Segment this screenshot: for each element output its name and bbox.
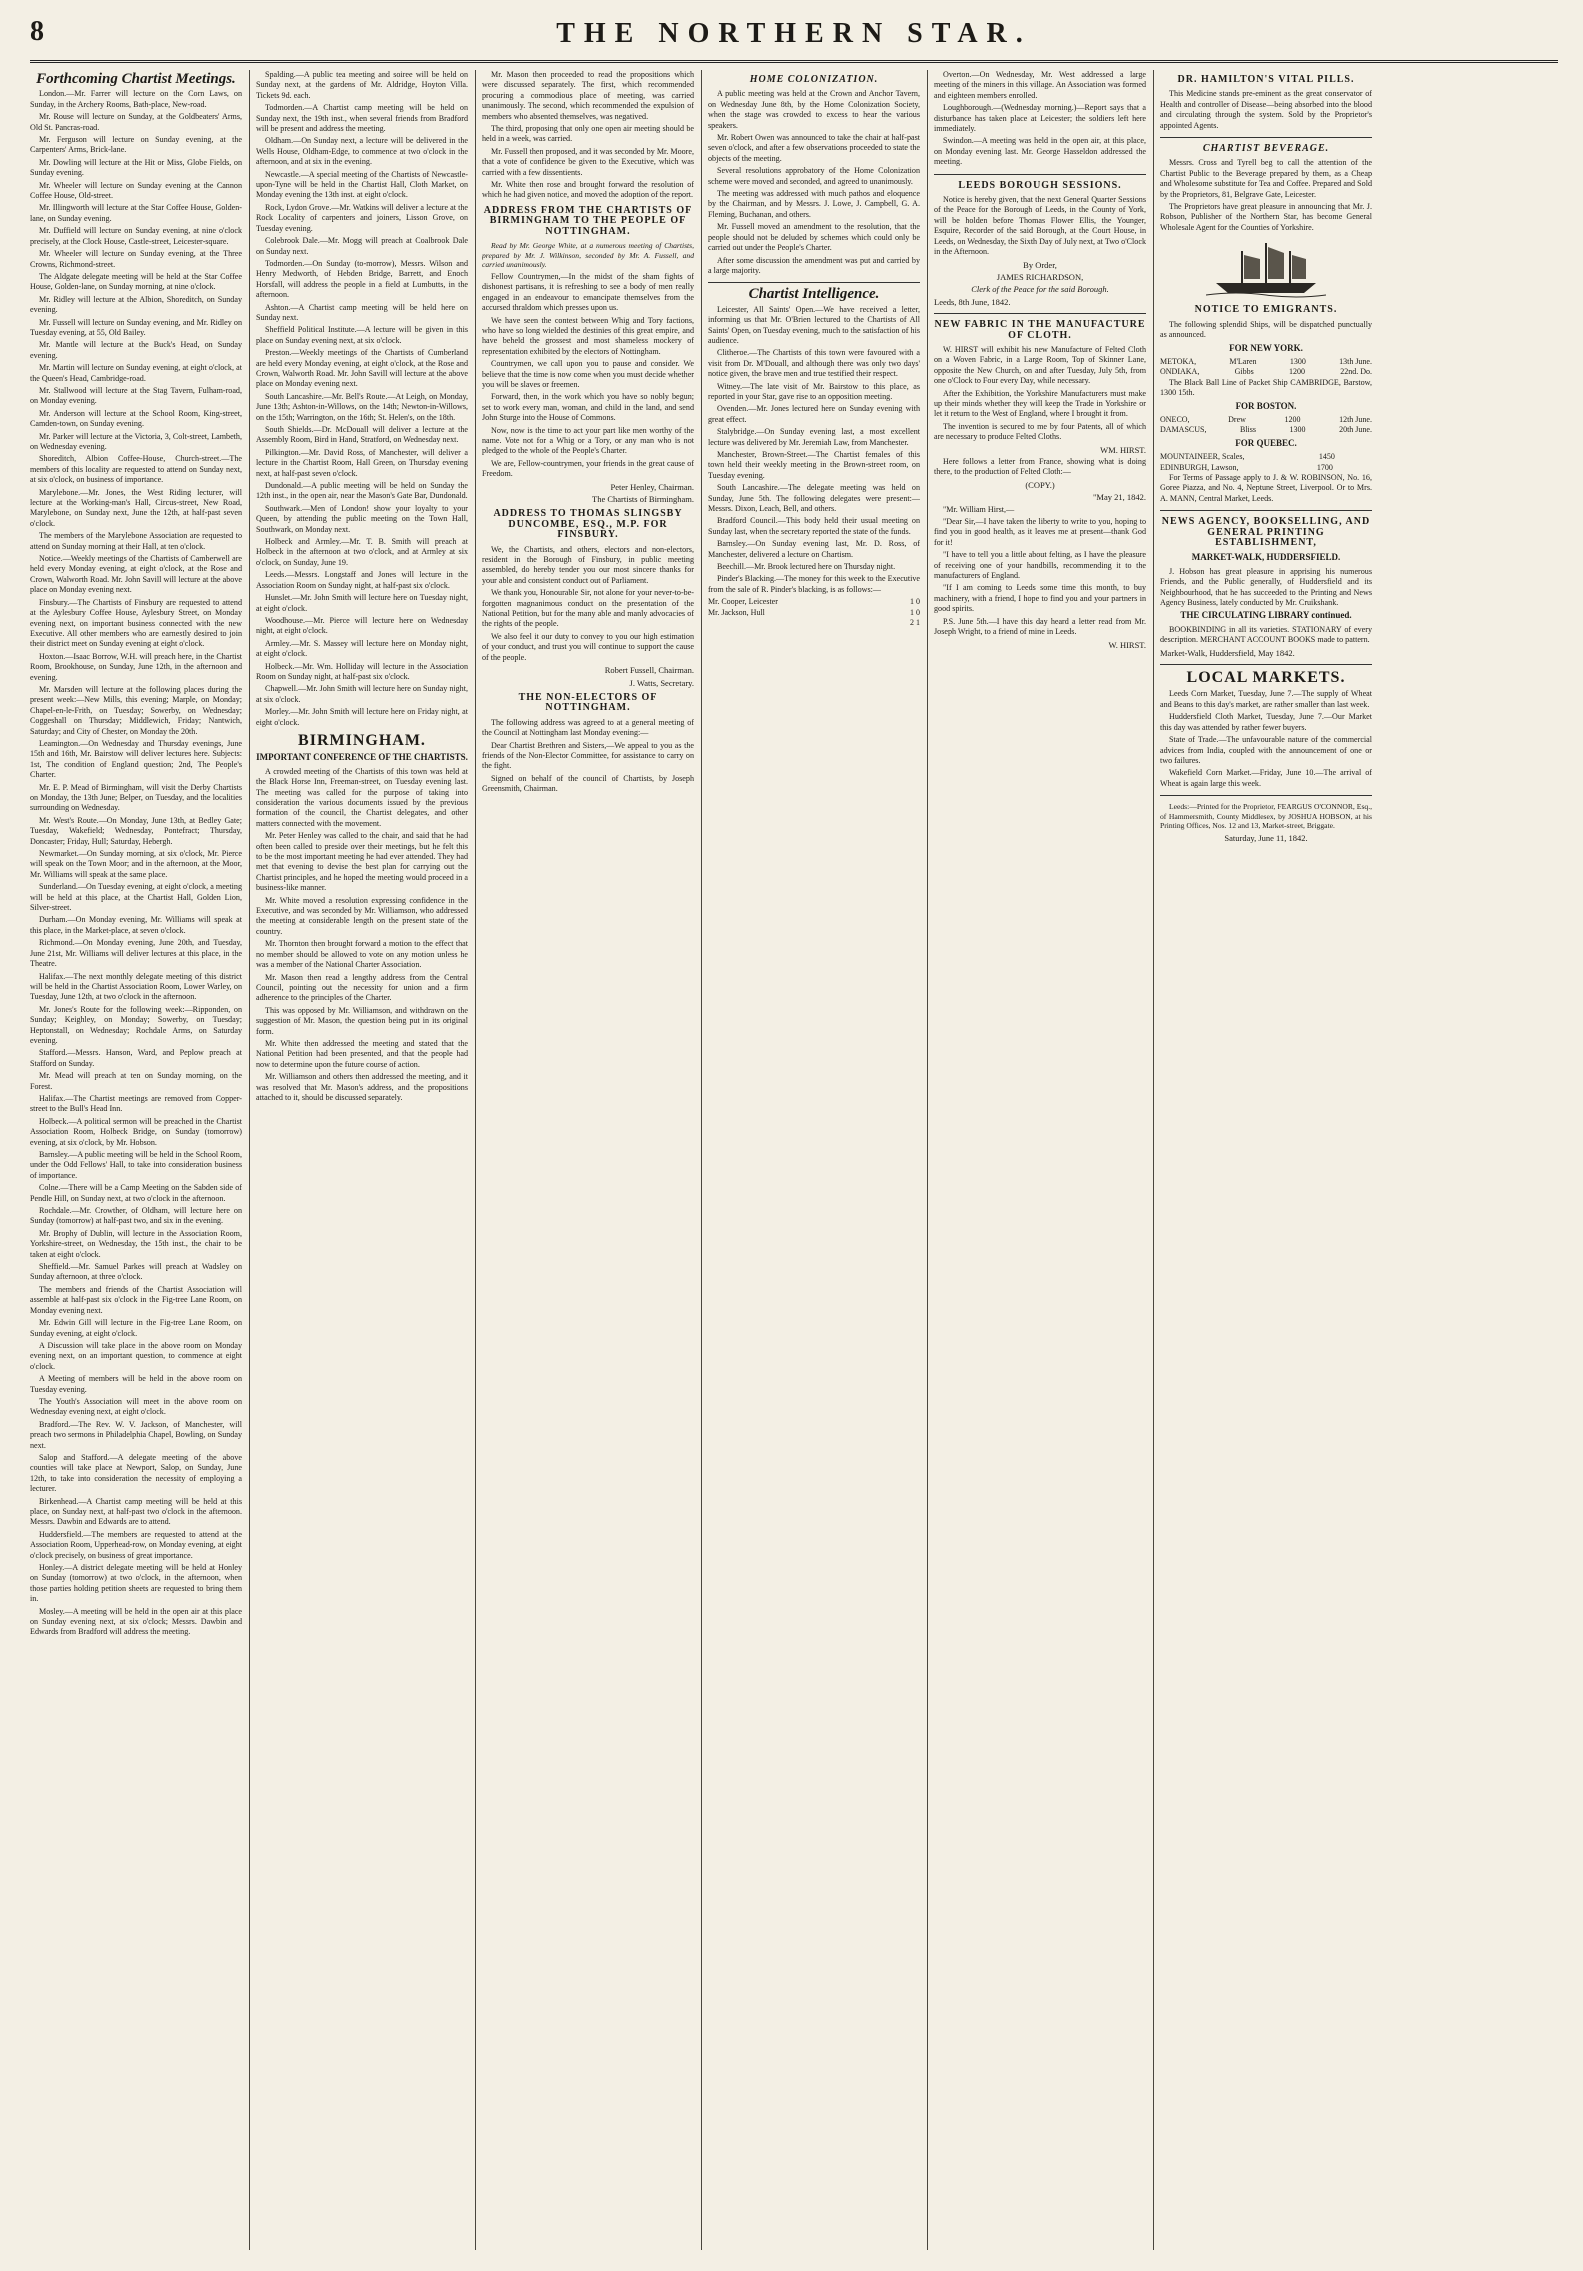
report-paragraph: A crowded meeting of the Chartists of this town was held at the Black Horse Inn, Freeman-street, on Tuesday evening last. The meeting was called for the purpose of taking into consideration the various documents issued by the previous formation of the council, the Chartist delegates, and other matters connected with the movement.	[256, 766, 468, 828]
duncombe-body	[482, 545, 694, 663]
meeting-notice: Todmorden.—On Sunday (to-morrow), Messrs. Wilson and Henry Medworth, of Hebden Bridge, Barrett, and Enoch Horsfall, will address the people in a field at Lumbutts, in the afternoon.	[256, 258, 468, 300]
meeting-notice: Mr. Mantle will lecture at the Buck's Head, on Sunday evening.	[30, 340, 242, 360]
intelligence-paragraph: South Lancashire.—The delegate meeting was held on Sunday, June 5th. The following delegates were present:—Messrs. Dixon, Leach, Bell, and others.	[708, 483, 920, 514]
intelligence-paragraph: Leicester, All Saints' Open.—We have received a letter, informing us that Mr. O'Brien lectured to the Chartists of All Saints' Open, on Tuesday evening, much to the satisfaction of his audience.	[708, 304, 920, 345]
meeting-notice: Sunderland.—On Tuesday evening, at eight o'clock, a meeting will be held at this place, at the Chartist Hall, Golden Lion, Silver-street.	[30, 882, 242, 913]
news-agency-signature: Market-Walk, Huddersfield, May 1842.	[1160, 647, 1295, 658]
pinder-paragraph: Pinder's Blacking.—The money for this week to the Executive from the sale of R. Pinder's blacking, is as follows:—	[708, 574, 920, 594]
market-report: Huddersfield Cloth Market, Tuesday, June 7.—Our Market this day was attended by rather fewer buyers.	[1160, 712, 1372, 732]
boston-heading: FOR BOSTON.	[1235, 400, 1297, 411]
report-paragraph: Mr. White then rose and brought forward the resolution of which he had given notice, and moved the adoption of the report.	[482, 180, 694, 200]
boston-ships	[1160, 415, 1372, 436]
ship-date: 12th June.	[1339, 414, 1372, 424]
ship-captain: M'Laren	[1229, 356, 1257, 366]
meeting-notice: Todmorden.—A Chartist camp meeting will be held on Sunday next, the 19th inst., when several friends from Bradford will be present and address the meeting.	[256, 103, 468, 134]
ship-name: MOUNTAINEER, Scales,	[1160, 452, 1245, 462]
report-paragraph: Mr. Mason then proceeded to read the propositions which were discussed separately. The first, which recommended procuring a commodious place of meeting, was carried unanimously. The second, which recommended the expulsion of members who absented themselves, was negatived.	[482, 70, 694, 121]
meeting-notice: Armley.—Mr. S. Massey will lecture here on Monday night, at eight o'clock.	[256, 638, 468, 659]
pinder-amount: 2 1	[910, 618, 920, 628]
meeting-notice: Mr. Illingworth will lecture at the Star Coffee House, Golden-lane, on Sunday evening.	[30, 203, 242, 223]
ship-row	[1160, 452, 1372, 462]
sessions-clerk: Clerk of the Peace for the said Borough.	[971, 284, 1109, 295]
meetings-list	[30, 89, 242, 1637]
address-paragraph: Dear Chartist Brethren and Sisters,—We appeal to you as the friends of the Non-Elector Committee, for assistance to carry on the fight.	[482, 740, 694, 771]
report-paragraph: Mr. Williamson and others then addressed the meeting, and it was resolved that Mr. Mason's address, and the propositions attached to it, should be discussed separately.	[256, 1072, 468, 1102]
fabric-body	[934, 345, 1146, 443]
ship-icon	[1206, 239, 1326, 299]
pinder-label: Mr. Cooper, Leicester	[708, 597, 778, 607]
meeting-notice: The Youth's Association will meet in the above room on Wednesday evening next, at eight o'clock.	[30, 1396, 242, 1417]
news-agency-body: J. Hobson has great pleasure in apprising his numerous Friends, and the Public generally, of Huddersfield and its Neighbourhood, that he has succeeded to the Printing and News Agency Business, lately conducted by Mr. Cruikshank.	[1160, 566, 1372, 608]
ship-captain: Bliss	[1240, 425, 1257, 435]
report-paragraph: Mr. Peter Henley was called to the chair, and said that he had often been called to preside over their meetings, but he felt this to be the most important meeting he had ever attended. They had met that evening to devise the best plan for carrying out the Chartist principles, and he hoped the meeting would proceed in a business-like manner.	[256, 831, 468, 893]
meeting-notice: Sheffield.—Mr. Samuel Parkes will preach at Wadsley on Sunday afternoon, at three o'clock.	[30, 1262, 242, 1282]
sessions-signature: JAMES RICHARDSON,	[996, 271, 1084, 282]
meeting-notice: Rochdale.—Mr. Crowther, of Oldham, will lecture here on Sunday (tomorrow) at half-past two, and six in the evening.	[30, 1206, 242, 1226]
black-ball-line: The Black Ball Line of Packet Ship CAMBRIDGE, Barstow, 1300 15th.	[1160, 377, 1372, 398]
meeting-notice: The members of the Marylebone Association are requested to attend on Sunday morning at their Hall, at ten o'clock.	[30, 531, 242, 551]
vital-pills-heading: DR. HAMILTON'S VITAL PILLS.	[1177, 74, 1355, 85]
ship-name: METOKA,	[1160, 356, 1197, 366]
meeting-notice: Leeds.—Messrs. Longstaff and Jones will lecture in the Association Room on Sunday night, at half-past six o'clock.	[256, 570, 468, 590]
column-rule	[249, 70, 250, 2250]
sailing-ship-illustration	[1206, 239, 1326, 299]
address-paragraph: We, the Chartists, and others, electors and non-electors, resident in the Borough of Finsbury, in public meeting assembled, do hereby tender you our most sincere thanks for your able and consistent conduct out of Parliament.	[482, 544, 694, 585]
column-rule	[475, 70, 476, 2250]
divider	[1160, 795, 1372, 796]
newspaper-title: THE NORTHERN STAR.	[556, 18, 1032, 49]
report-paragraph: Mr. White moved a resolution expressing confidence in the Executive, and was seconded by Mr. Williamson, who addressed the meeting at considerable length on the present state of the country.	[256, 895, 468, 936]
meeting-notice: Durham.—On Monday evening, Mr. Williams will speak at this place, in the Market-place, at seven o'clock.	[30, 915, 242, 935]
column-rule	[927, 70, 928, 2250]
report-paragraph: Loughborough.—(Wednesday morning.)—Report says that a disturbance has taken place at Leicester; the soldiers left here immediately.	[934, 103, 1146, 134]
markets-body	[1160, 689, 1372, 789]
meeting-notice: Holbeck.—Mr. Wm. Holliday will lecture in the Association Room on Sunday night, at half-past six o'clock.	[256, 661, 468, 681]
meeting-notice: Mr. Wheeler will lecture on Sunday evening at the Cannon Coffee House, Old-street.	[30, 180, 242, 201]
ship-row	[1160, 425, 1372, 435]
ship-row	[1160, 463, 1372, 473]
meeting-notice: Halifax.—The Chartist meetings are removed from Copper-street to the Bull's Head Inn.	[30, 1093, 242, 1114]
letter-body	[934, 517, 1146, 637]
address-paragraph: We are, Fellow-countrymen, your friends in the great cause of Freedom.	[482, 458, 694, 479]
report-paragraph: The meeting was addressed with much pathos and eloquence by the Chairman, and by Messrs. J. Lowe, J. Campbell, G. A. Fleming, Buchanan, and others.	[708, 189, 920, 219]
meeting-notice: Mr. Wheeler will lecture on Sunday evening, at the Three Crowns, Richmond-street.	[30, 249, 242, 269]
ship-date: 22nd. Do.	[1340, 367, 1372, 377]
meeting-notice: Stafford.—Messrs. Hanson, Ward, and Peplow preach at Stafford on Sunday.	[30, 1048, 242, 1068]
address-paragraph: We also feel it our duty to convey to you our high estimation of your conduct, and trust you will continue to support the cause of the people.	[482, 631, 694, 662]
address-paragraph: The following address was agreed to at a general meeting of the Council at Nottingham last Monday evening:—	[482, 717, 694, 738]
ship-captain: Drew	[1228, 414, 1246, 424]
intelligence-paragraph: Barnsley.—On Sunday evening last, Mr. D. Ross, of Manchester, delivered a lecture on Chartism.	[708, 539, 920, 559]
meeting-notice: A Meeting of members will be held in the above room on Tuesday evening.	[30, 1374, 242, 1394]
circulating-library: THE CIRCULATING LIBRARY continued.	[1180, 610, 1352, 621]
meeting-notice: Mr. Ferguson will lecture on Sunday evening, at the Carpenters' Arms, Brick-lane.	[30, 135, 242, 155]
ship-tons: 1200	[1288, 367, 1305, 377]
address-paragraph: We have seen the contest between Whig and Tory factions, who have so long wielded the destinies of this great empire, and have beheld the grossest and most shameless mockery of representation exhibited by the electors of Nottingham.	[482, 315, 694, 356]
birmingham-report	[256, 767, 468, 1104]
meeting-notice: Mr. Mead will preach at ten on Sunday morning, on the Forest.	[30, 1071, 242, 1091]
quebec-heading: FOR QUEBEC.	[1235, 437, 1297, 448]
advert-paragraph: The invention is secured to me by four Patents, all of which are necessary to produce Felted Cloths.	[934, 421, 1146, 442]
meeting-notice: Mr. Parker will lecture at the Victoria, 3, Colt-street, Lambeth, on Wednesday evening.	[30, 431, 242, 451]
meeting-notice: Rock, Lydon Grove.—Mr. Watkins will deliver a lecture at the Rock Locality of carpenters and joiners, Lisson Grove, on Tuesday evening.	[256, 202, 468, 233]
meeting-notice: Mr. Rouse will lecture on Sunday, at the Goldbeaters' Arms, Old St. Pancras-road.	[30, 112, 242, 132]
imprint-date: Saturday, June 11, 1842.	[1224, 832, 1308, 843]
meeting-notice: Woodhouse.—Mr. Pierce will lecture here on Wednesday night, at eight o'clock.	[256, 615, 468, 636]
report-paragraph: Swindon.—A meeting was held in the open air, at this place, on Monday evening last. Mr. George Hasseldon addressed the meeting.	[934, 136, 1146, 167]
report-paragraph: Mr. White then addressed the meeting and stated that the National Petition had been presented, and that the people had now to determine upon the future course of action.	[256, 1038, 468, 1069]
meeting-notice: Salop and Stafford.—A delegate meeting of the above counties will take place at Newport, Salop, on Sunday, June 12th, to take into consideration the necessity of employing a lecturer.	[30, 1452, 242, 1494]
meeting-notice: Hunslet.—Mr. John Smith will lecture here on Tuesday night, at eight o'clock.	[256, 593, 468, 613]
pinder-table	[708, 597, 920, 628]
ship-date: 20th June.	[1339, 425, 1372, 435]
ship-row	[1160, 357, 1372, 367]
pinder-amount: 1 0	[910, 597, 920, 607]
ship-tons: 1700	[1316, 462, 1333, 472]
report-paragraph: Mr. Fussell moved an amendment to the resolution, that the people should not be deluded by schemes which could only be carried out under the People's Charter.	[708, 222, 920, 253]
column-rule	[701, 70, 702, 2250]
meeting-notice: Mr. E. P. Mead of Birmingham, will visit the Derby Chartists on Monday, the 13th June; Belper, on Tuesday, and the localities surrounding on Wednesday.	[30, 782, 242, 813]
column-4	[708, 70, 920, 2250]
intelligence-paragraph: Witney.—The late visit of Mr. Bairstow to this place, as reported in your Star, gave rise to an opposition meeting.	[708, 381, 920, 401]
birmingham-continued	[482, 70, 694, 201]
advert-paragraph: W. HIRST will exhibit his new Manufacture of Felted Cloth on a Woven Fabric, in a Large Room, Top of Skinner Lane, opposite the New Church, on and after Tuesday, July 5th, from one o'Clock to Four every Day, while necessary.	[934, 344, 1146, 386]
meeting-notice: Mr. Anderson will lecture at the School Room, King-street, Camden-town, on Sunday evening.	[30, 408, 242, 429]
meeting-notice: Finsbury.—The Chartists of Finsbury are requested to attend at the Aylesbury Coffee House, Aylesbury Street, on Monday evening next, on important business connected with the new Executive. All other members who are earnestly desired to join their district meet on Sunday evening at eight o'clock.	[30, 597, 242, 649]
advert-paragraph: After the Exhibition, the Yorkshire Manufacturers must make up their minds whether they will keep the Trade in Yorkshire or let it return to the West of England, where I brought it from.	[934, 388, 1146, 419]
meeting-notice: Holbeck and Armley.—Mr. T. B. Smith will preach at Holbeck in the afternoon at two o'clock, and at Armley at six o'clock, on Sunday, June 19.	[256, 537, 468, 567]
divider	[934, 313, 1146, 314]
address-note: Read by Mr. George White, at a numerous meeting of Chartists, prepared by Mr. J. Wilkinson, seconded by Mr. A. Fussell, and carried unanimously.	[482, 241, 694, 270]
letter-paragraph: "If I am coming to Leeds some time this month, to buy machinery, with a friend, I hope to find you and your partners in good spirits.	[934, 583, 1146, 614]
fabric-heading: NEW FABRIC IN THE MANUFACTURE OF CLOTH.	[934, 319, 1146, 341]
meeting-notice: Ashton.—A Chartist camp meeting will be held here on Sunday next.	[256, 302, 468, 322]
meeting-notice: Spalding.—A public tea meeting and soiree will be held on Sunday next, at the gardens of Mr. Aldridge, Hoyton Villa. Tickets 9d. each.	[256, 70, 468, 100]
birmingham-subheading: IMPORTANT CONFERENCE OF THE CHARTISTS.	[256, 752, 468, 763]
beverage-heading: CHARTIST BEVERAGE.	[1202, 143, 1330, 155]
sessions-notice: Notice is hereby given, that the next General Quarter Sessions of the Peace for the Borough of Leeds, in the County of York, will be holden before Thomas Flower Ellis, the Younger, Esquire, Recorder of the said Borough, at the Court House, in Leeds, on Wednesday, the Sixth Day of July next, at Two o'Clock in the Afternoon.	[934, 195, 1146, 257]
meeting-notice: Mr. Duffield will lecture on Sunday evening, at nine o'clock precisely, at the Clock House, Castle-street, Leicester-square.	[30, 226, 242, 246]
meeting-notice: The Aldgate delegate meeting will be held at the Star Coffee House, Golden-lane, on Sunday morning, at nine o'clock.	[30, 271, 242, 292]
meeting-notice: Newmarket.—On Sunday morning, at six o'clock, Mr. Pierce will speak on the Town Moor; and in the afternoon, at the Moor, Mr. Williams will speak at the same place.	[30, 849, 242, 879]
divider	[934, 174, 1146, 175]
meeting-notice: London.—Mr. Farrer will lecture on the Corn Laws, on Sunday, in the Archery Rooms, Bath-place, New-road.	[30, 89, 242, 109]
notices-list	[256, 70, 468, 728]
ship-captain: Gibbs	[1234, 367, 1254, 377]
intelligence-paragraph: Clitheroe.—The Chartists of this town were favoured with a visit from Dr. M'Douall, and although there was only two days' notice given, the brave men and true testified their respect.	[708, 348, 920, 379]
ship-name: ONDIAKA,	[1160, 367, 1200, 377]
ship-name: EDINBURGH, Lawson,	[1160, 462, 1239, 472]
letter-paragraph: P.S. June 5th.—I have this day heard a letter read from Mr. Joseph Wright, to a friend of mine in Leeds.	[934, 616, 1146, 637]
meetings-heading: Forthcoming Chartist Meetings.	[36, 71, 236, 87]
meeting-notice: Newcastle.—A special meeting of the Chartists of Newcastle-upon-Tyne will be held in the Chartist Hall, Cloth Market, on Monday evening the 13th inst. at eight o'clock.	[256, 169, 468, 200]
sessions-by: By Order,	[1023, 259, 1057, 270]
meeting-notice: Notice.—Weekly meetings of the Chartists of Camberwell are held every Monday evening, at eight o'clock, at the Rose and Crown, Walworth Road. Mr. John Savill will lecture at the above place on Monday evening next.	[30, 554, 242, 595]
meeting-notice: South Lancashire.—Mr. Bell's Route.—At Leigh, on Monday, June 13th; Ashton-in-Willows, on the 14th; Newton-in-Willows, on the 15th; Warrington, on the 16th; St. Helen's, on the 18th.	[256, 391, 468, 422]
divider	[1160, 664, 1372, 665]
ship-tons: 1300	[1289, 425, 1306, 435]
beverage-ad: Messrs. Cross and Tyrell beg to call the attention of the Chartist Public to the Beverage prepared by them, as a Cheap and Wholesome substitute for Tea and Coffee. Prepared and Sold by the Proprietors, 81, Belgrave Gate, Leicester.	[1160, 158, 1372, 199]
pinder-row	[708, 618, 920, 628]
report-paragraph: After some discussion the amendment was put and carried by a large majority.	[708, 255, 920, 275]
meeting-notice: Chapwell.—Mr. John Smith will lecture here on Sunday night, at six o'clock.	[256, 684, 468, 704]
pinder-label: Mr. Jackson, Hull	[708, 607, 765, 617]
page-number: 8	[30, 16, 44, 47]
ship-name: DAMASCUS,	[1160, 425, 1207, 435]
beverage-ad-2: The Proprietors have great pleasure in announcing that Mr. J. Robson, Publisher of the Northern Star, has become General Wholesale Agent for the Counties of Yorkshire.	[1160, 202, 1372, 232]
printer-imprint: Leeds:—Printed for the Proprietor, FEARGUS O'CONNOR, Esq., of Hammersmith, County Middlesex, by JOSHUA HOBSON, at his Printing Offices, Nos. 12 and 13, Market-street, Briggate.	[1160, 802, 1372, 831]
divider	[1160, 510, 1372, 511]
meeting-notice: Halifax.—The next monthly delegate meeting of this district will be held in the Chartist Association Room, Lower Warley, on Tuesday, June 12th, at two o'clock in the afternoon.	[30, 971, 242, 1002]
market-report: Leeds Corn Market, Tuesday, June 7.—The supply of Wheat and Beans to this day's market, are rather smaller than last week.	[1160, 689, 1372, 709]
letter-signature: W. HIRST.	[1108, 639, 1146, 650]
meeting-notice: Bradford.—The Rev. W. V. Jackson, of Manchester, will preach two sermons in Philadelphia Chapel, Bowling, on Sunday next.	[30, 1419, 242, 1450]
report-paragraph: Several resolutions approbatory of the Home Colonization scheme were moved and seconded, and agreed to unanimously.	[708, 166, 920, 186]
pinder-amount: 1 0	[910, 607, 920, 617]
meeting-notice: Mr. Martin will lecture on Sunday evening, at eight o'clock, at the Queen's Head, Cambridge-road.	[30, 363, 242, 383]
pinder-row	[708, 597, 920, 607]
meeting-notice: Southwark.—Men of London! show your loyalty to your Queen, by attending the public meeting on the Town Hall, Southwark, on Monday next.	[256, 503, 468, 534]
ship-row	[1160, 367, 1372, 377]
column-5-reports	[934, 70, 1146, 168]
address-body	[482, 272, 694, 480]
address-signature-2: The Chartists of Birmingham.	[592, 494, 694, 504]
letter-salutation: "Mr. William Hirst,—	[943, 504, 1015, 514]
chartist-intelligence-heading: Chartist Intelligence.	[748, 286, 880, 303]
column-2	[256, 70, 468, 2250]
meeting-notice: Richmond.—On Monday evening, June 20th, and Tuesday, June 21st, Mr. Williams will deliver lectures at this place, in the Theatre.	[30, 938, 242, 969]
report-paragraph: This was opposed by Mr. Williamson, and withdrawn on the suggestion of Mr. Mason, the question being put in its original form.	[256, 1005, 468, 1036]
meeting-notice: Mr. Ridley will lecture at the Albion, Shoreditch, on Sunday evening.	[30, 294, 242, 315]
vital-pills-ad: This Medicine stands pre-eminent as the great conservator of Health and controller of Disease—being absorbed into the blood and circulating through the system. Sold by the Proprietor's appointed Agents.	[1160, 89, 1372, 130]
report-paragraph: Mr. Mason then read a lengthy address from the Central Council, pointing out the necessity for union and a firm adherence to the principles of the Charter.	[256, 972, 468, 1003]
meeting-notice: Mr. Brophy of Dublin, will lecture in the Association Room, Yorkshire-street, on Wednesday, the 15th inst., the chair to be taken at eight o'clock.	[30, 1228, 242, 1259]
fabric-signature: WM. HIRST.	[1100, 444, 1146, 455]
markets-heading: LOCAL MARKETS.	[1186, 669, 1346, 687]
column-5	[934, 70, 1146, 2250]
duncombe-heading: ADDRESS TO THOMAS SLINGSBY DUNCOMBE, ESQ., M.P. FOR FINSBURY.	[493, 508, 683, 541]
emigrants-intro: The following splendid Ships, will be dispatched punctually as announced.	[1160, 319, 1372, 340]
emigrants-footer: For Terms of Passage apply to J. & W. ROBINSON, No. 16, Goree Piazza, and No. 4, Neptune Street, Liverpool. Or to Mrs. A. MANN, Central Market, Leeds.	[1160, 472, 1372, 503]
meeting-notice: Pilkington.—Mr. David Ross, of Manchester, will deliver a lecture in the Chartist Room, Hall Green, on Thursday evening next, at half-past seven o'clock.	[256, 447, 468, 478]
report-paragraph: Mr. Fussell then proposed, and it was seconded by Mr. Moore, that a vote of confidence be given to the Executive, which was carried with a few dissentients.	[482, 146, 694, 177]
duncombe-signature-2: J. Watts, Secretary.	[629, 677, 694, 688]
meeting-notice: A Discussion will take place in the above room on Monday evening next, on an important question, to commence at eight o'clock.	[30, 1340, 242, 1371]
meeting-notice: Colne.—There will be a Camp Meeting on the Sabden side of Pendle Hill, on Sunday next, at two o'clock in the afternoon.	[30, 1183, 242, 1203]
address-heading: ADDRESS FROM THE CHARTISTS OF BIRMINGHAM TO THE PEOPLE OF NOTTINGHAM.	[483, 204, 693, 237]
home-colonization-heading: HOME COLONIZATION.	[749, 74, 879, 85]
meeting-notice: Honley.—A district delegate meeting will be held at Honley on Sunday (tomorrow) at two o'clock, in the afternoon, when those parties holding petition sheets are requested to bring them in.	[30, 1563, 242, 1604]
meeting-notice: Huddersfield.—The members are requested to attend at the Association Room, Upperhead-row, on Monday evening, at eight o'clock precisely, on business of great importance.	[30, 1529, 242, 1560]
meeting-notice: Mr. Jones's Route for the following week:—Ripponden, on Sunday; Keighley, on Monday; Sowerby, on Tuesday; Heptonstall, on Wednesday; Rochdale Arms, on Saturday evening.	[30, 1004, 242, 1045]
news-agency-subheading: MARKET-WALK, HUDDERSFIELD.	[1191, 552, 1341, 563]
column-3	[482, 70, 694, 2250]
meeting-notice: Mr. Stallwood will lecture at the Stag Tavern, Fulham-road, on Monday evening.	[30, 385, 242, 406]
nonelectors-heading: THE NON-ELECTORS OF NOTTINGHAM.	[518, 691, 658, 714]
meeting-notice: The members and friends of the Chartist Association will assemble at half-past six o'clock in the Fig-tree Lane Room, on Monday evening next.	[30, 1284, 242, 1315]
meeting-notice: Dundonald.—A public meeting will be held on Sunday the 12th inst., in the open air, near the Mason's Gate Bar, Dundonald.	[256, 481, 468, 501]
new-york-heading: FOR NEW YORK.	[1229, 342, 1303, 353]
sessions-heading: LEEDS BOROUGH SESSIONS.	[958, 179, 1122, 191]
news-agency-heading: NEWS AGENCY, BOOKSELLING, AND GENERAL PRINTING ESTABLISHMENT,	[1161, 516, 1371, 548]
newspaper-page	[30, 14, 1558, 2254]
letter-date: "May 21, 1842.	[1092, 492, 1146, 503]
masthead	[30, 14, 1558, 63]
home-colonization-body	[708, 89, 920, 276]
report-paragraph: A public meeting was held at the Crown and Anchor Tavern, on Wednesday June 8th, by the Home Colonization Society, when the stage was crowded to excess to hear the various speakers.	[708, 89, 920, 130]
meeting-notice: Mr. Marsden will lecture at the following places during the present week:—New Mills, this evening; Marple, on Monday; Chapel-en-le-Frith, on Tuesday; Sowerby, on Wednesday; Coggeshall on Thursday; Middlewich, Friday; Nantwich, Saturday; and City of Chester, on Monday the 20th.	[30, 684, 242, 736]
meeting-notice: Hoxton.—Isaac Borrow, W.H. will preach here, in the Chartist Room, Brookhouse, on Sunday, June 12th, in the afternoon and evening.	[30, 651, 242, 682]
meeting-notice: Sheffield Political Institute.—A lecture will be given in this place on Sunday evening next, at six o'clock.	[256, 325, 468, 345]
birmingham-heading: BIRMINGHAM.	[298, 731, 426, 749]
meeting-notice: Mr. West's Route.—On Monday, June 13th, at Bedley Gate; Tuesday, Wakefield; Wednesday, Pontefract; Thursday, Doncaster; Friday, Hull; Saturday, Hebergh.	[30, 815, 242, 846]
intelligence-paragraph: Bradford Council.—This body held their usual meeting on Sunday last, when the secretary reported the state of the funds.	[708, 516, 920, 536]
letter-paragraph: "Dear Sir,—I have taken the liberty to write to you, hoping to find you in good health, as it leaves me at present—thank God for it!	[934, 517, 1146, 547]
report-paragraph: Overton.—On Wednesday, Mr. West addressed a large meeting of the miners in this village. An Association was formed and eighteen members enrolled.	[934, 70, 1146, 100]
address-paragraph: Forward, then, in the work which you have so nobly begun; set to work every man, woman, and child in the land, and send John Sturge into the House of Commons.	[482, 392, 694, 423]
ship-name: ONECO,	[1160, 414, 1190, 424]
address-paragraph: We thank you, Honourable Sir, not alone for your never-to-be-forgotten magnanimous conduct on the presentation of the National Petition, but for the many able and manly advocacies of the rights of the people.	[482, 588, 694, 629]
meeting-notice: Oldham.—On Sunday next, a lecture will be delivered in the Wells House, Oldham-Edge, to commence at two o'clock in the afternoon, and at six in the evening.	[256, 136, 468, 167]
ship-tons: 1300	[1289, 356, 1306, 366]
letter-paragraph: "I have to tell you a little about felting, as I have the pleasure of receiving one of your handbills, recommending it to the manufacturers of England.	[934, 550, 1146, 581]
emigrants-heading: NOTICE TO EMIGRANTS.	[1194, 304, 1338, 316]
duncombe-signature: Robert Fussell, Chairman.	[604, 665, 694, 676]
meeting-notice: Birkenhead.—A Chartist camp meeting will be held at this place, on Sunday next, at half-past two o'clock in the afternoon. Messrs. Dawbin and Edwards are to attend.	[30, 1496, 242, 1527]
meeting-notice: Mr. Fussell will lecture on Sunday evening, and Mr. Ridley on Tuesday evening, at 55, Old Bailey.	[30, 317, 242, 337]
address-paragraph: Now, now is the time to act your part like men worthy of the name. Vote not for a Whig or a Tory, or any man who is not pledged to the whole of the People's Charter.	[482, 425, 694, 456]
meeting-notice: Barnsley.—A public meeting will be held in the School Room, under the Odd Fellows' Hall, to take into consideration business of importance.	[30, 1150, 242, 1180]
ship-tons: 1450	[1318, 452, 1335, 462]
address-paragraph: Fellow Countrymen,—In the midst of the sham fights of dishonest partisans, it is refreshing to see a body of men really engaged in an endeavour to emancipate themselves from the accursed thraldom which presses upon us.	[482, 271, 694, 313]
intelligence-paragraph: Stalybridge.—On Sunday evening last, a most excellent lecture was delivered by Mr. Jeremiah Law, from Manchester.	[708, 427, 920, 447]
meeting-notice: Shoreditch, Albion Coffee-House, Church-street.—The members of this locality are requested to attend on Sunday next, at six o'clock, on business of importance.	[30, 454, 242, 485]
address-signature: Peter Henley, Chairman.	[610, 481, 694, 492]
meeting-notice: Mr. Dowling will lecture at the Hit or Miss, Globe Fields, on Sunday evening.	[30, 157, 242, 178]
market-report: State of Trade.—The unfavourable nature of the commercial advices from India, coupled with the announcement of one or two failures.	[1160, 735, 1372, 765]
letter-intro: Here follows a letter from France, showing what is doing there, to the production of Felted Cloth:—	[934, 457, 1146, 477]
meeting-notice: Morley.—Mr. John Smith will lecture here on Friday night, at eight o'clock.	[256, 707, 468, 727]
meeting-notice: Colebrook Dale.—Mr. Mogg will preach at Coalbrook Dale on Sunday next.	[256, 236, 468, 256]
ship-row	[1160, 415, 1372, 425]
report-paragraph: Mr. Thornton then brought forward a motion to the effect that no member should be allowed to vote on any motion unless he was a member of the National Charter Association.	[256, 939, 468, 970]
address-paragraph: Countrymen, we call upon you to pause and consider. We believe that the time is now come when you must decide whether you will be slaves or freemen.	[482, 359, 694, 389]
meeting-notice: Preston.—Weekly meetings of the Chartists of Cumberland are held every Monday evening, at eight o'clock, at the Rose and Crown, Walworth Road. Mr. John Savill will lecture at the above place on Monday evening next.	[256, 348, 468, 389]
chartist-intelligence-body	[708, 305, 920, 573]
meeting-notice: Leamington.—On Wednesday and Thursday evenings, June 15th and 16th, Mr. Bairstow will deliver lectures here. Subjects: 1st, The condition of England question; 2nd, The People's Charter.	[30, 738, 242, 780]
meeting-notice: Mosley.—A meeting will be held in the open air at this place on Sunday evening next, at six o'clock; Messrs. Dawbin and Edwards from Bradford will address the meeting.	[30, 1606, 242, 1637]
divider	[1160, 137, 1372, 138]
new-york-ships	[1160, 357, 1372, 378]
divider	[708, 282, 920, 283]
meeting-notice: Marylebone.—Mr. Jones, the West Riding lecturer, will lecture at the Working-man's Hall, Circus-street, New Road, Marylebone, on Sunday next, June the 12th, at half-past seven o'clock.	[30, 487, 242, 528]
ship-tons: 1200	[1284, 414, 1301, 424]
letter-copy-label: (COPY.)	[1025, 479, 1055, 490]
intelligence-paragraph: Manchester, Brown-Street.—The Chartist females of this town held their weekly meeting in the Brown-street room, on Tuesday evening.	[708, 450, 920, 480]
bookbinding-ad: BOOKBINDING in all its varieties. STATIONARY of every description. MERCHANT ACCOUNT BOOKS made to pattern.	[1160, 624, 1372, 645]
meeting-notice: Holbeck.—A political sermon will be preached in the Chartist Association Room, Holbeck Bridge, on Sunday (tomorrow) evening, at six o'clock, by Mr. Hobson.	[30, 1116, 242, 1147]
ship-date: 13th June.	[1339, 356, 1372, 366]
address-paragraph: Signed on behalf of the council of Chartists, by Joseph Greensmith, Chairman.	[482, 773, 694, 794]
columns	[30, 70, 1558, 2250]
meeting-notice: South Shields.—Dr. McDouall will deliver a lecture at the Assembly Room, Bird in Hand, Stratford, on Wednesday next.	[256, 425, 468, 445]
pinder-row	[708, 608, 920, 618]
intelligence-paragraph: Ovenden.—Mr. Jones lectured here on Sunday evening with great effect.	[708, 404, 920, 424]
quebec-ships	[1160, 452, 1372, 473]
meeting-notice: Mr. Edwin Gill will lecture in the Fig-tree Lane Room, on Sunday evening, at eight o'clock.	[30, 1318, 242, 1338]
column-rule	[1153, 70, 1154, 2250]
intelligence-paragraph: Beechill.—Mr. Brook lectured here on Thursday night.	[717, 562, 896, 572]
report-paragraph: Mr. Robert Owen was announced to take the chair at half-past seven o'clock, and after a few observations proceeded to state the objects of the meeting.	[708, 133, 920, 163]
nonelectors-body	[482, 718, 694, 795]
sessions-date: Leeds, 8th June, 1842.	[934, 296, 1011, 307]
market-report: Wakefield Corn Market.—Friday, June 10.—The arrival of Wheat is again large this week.	[1160, 768, 1372, 788]
report-paragraph: The third, proposing that only one open air meeting should be held in a week, was carried.	[482, 124, 694, 144]
column-6	[1160, 70, 1372, 2250]
column-1	[30, 70, 242, 2250]
